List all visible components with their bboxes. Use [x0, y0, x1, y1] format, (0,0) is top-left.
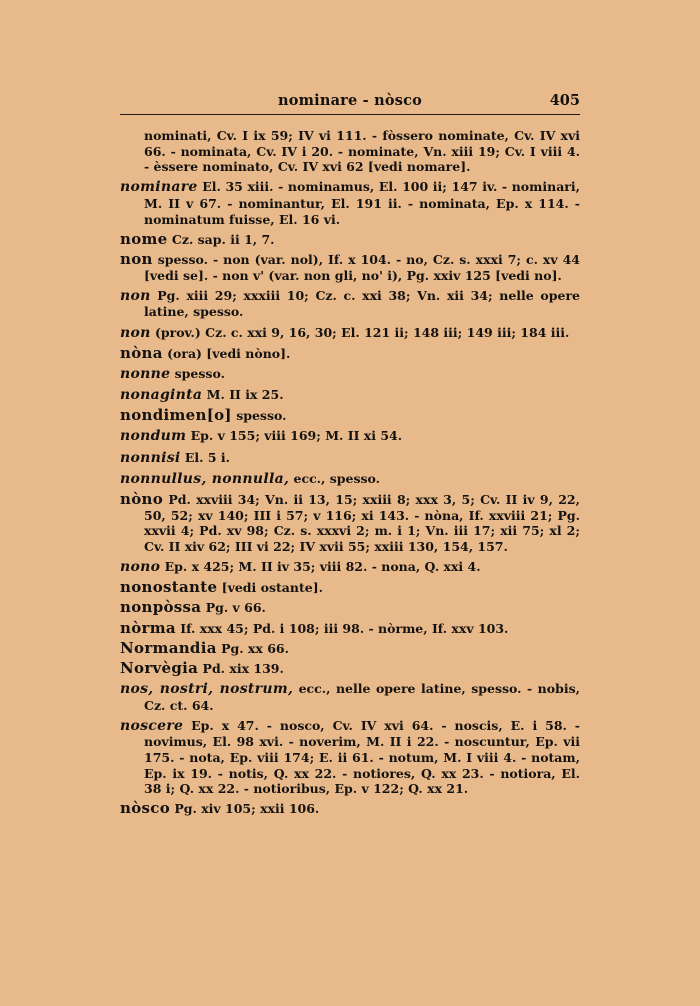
- entry-lemma: nondum: [120, 428, 187, 445]
- entry-body: El. 5 i.: [184, 449, 230, 465]
- entry-lemma: nos, nostri, nostrum,: [120, 681, 294, 698]
- dictionary-entry: [120, 325, 580, 342]
- entry-lemma: nonnisi: [120, 449, 181, 466]
- entry-body: [vedi ostante].: [221, 580, 323, 596]
- entry-lemma: non: [120, 324, 151, 341]
- page-header: [120, 92, 580, 114]
- dictionary-entry: [120, 249, 580, 283]
- entry-body: Pg. xiii 29; xxxiii 10; Cz. c. xxi 38; Vn. xii 34; nelle opere latine, spesso.: [144, 287, 580, 320]
- dictionary-entry: [120, 580, 580, 596]
- entry-body: Pd. xix 139.: [202, 660, 284, 676]
- entry-body: Ep. x 425; M. II iv 35; viii 82. - nona, Q. xxi 4.: [164, 558, 481, 574]
- entry-body: Ep. x 47. - nosco, Cv. IV xvi 64. - noscis, E. i 58. - novimus, El. 98 xvi. - noverim, M. II i 22. - noscuntur, Ep. vii 175. - nota, Ep. viii 174; E. ii 61. - notum, M. I viii 4. - notam, Ep. ix 19. - notis, Q. xx 22. - notiores, Q. xx 23. - notiora, El. 38 i; Q. xx 22. - notioribus, Ep. v 122; Q. xx 21.: [144, 717, 580, 797]
- dictionary-entry: [120, 387, 580, 404]
- entry-lemma: nonpòssa: [120, 598, 202, 617]
- entry-body: nominati, Cv. I ix 59; IV vi 111. - fòssero nominate, Cv. IV xvi 66. - nominata, Cv. IV i 20. - nominate, Vn. xiii 19; Cv. I viii 4. - èssere nominato, Cv. IV xvi 62 [vedi nomare].: [144, 128, 580, 175]
- dictionary-entry: [120, 559, 580, 576]
- dictionary-entry: [120, 718, 580, 797]
- dictionary-entry: [120, 638, 580, 657]
- dictionary-entry: [120, 492, 580, 554]
- entry-lemma: nonne: [120, 365, 171, 382]
- entry-lemma: nono: [120, 558, 161, 575]
- entry-body: ecc., spesso.: [293, 470, 381, 486]
- entry-body: (prov.) Cz. c. xxi 9, 16, 30; El. 121 ii; 148 iii; 149 iii; 184 iii.: [154, 324, 570, 340]
- entry-lemma: noscere: [120, 717, 184, 734]
- dictionary-entry: [120, 128, 580, 175]
- dictionary-entry: [120, 428, 580, 445]
- entry-body: Ep. v 155; viii 169; M. II xi 54.: [190, 428, 403, 444]
- entry-lemma: nome: [120, 229, 168, 248]
- entry-lemma: non: [120, 249, 153, 268]
- entry-lemma: Normandia: [120, 638, 217, 657]
- running-head: nominare - nòsco: [277, 92, 423, 109]
- entry-body: Cz. sap. ii 1, 7.: [171, 231, 275, 247]
- dictionary-entry: [120, 450, 580, 467]
- dictionary-entry: [120, 229, 580, 248]
- dictionary-entry: [120, 366, 580, 383]
- entry-body: Pd. xxviii 34; Vn. ii 13, 15; xxiii 8; xxx 3, 5; Cv. II iv 9, 22, 50, 52; xv 140; III i 57; v 116; xi 143. - nòna, If. xxviii 21; Pg. xxvii 4; Pd. xv 98; Cz. s. xxxvi 2; m. i 1; Vn. iii 17; xii 75; xl 2; Cv. II xiv 62; III vi 22; IV xvii 55; xxiii 130, 154, 157.: [144, 492, 580, 554]
- entry-body: spesso.: [174, 365, 225, 381]
- entry-body: (ora) [vedi nòno].: [167, 345, 291, 361]
- entry-lemma: nòno: [120, 490, 164, 508]
- entry-body: ecc., nelle opere latine, spesso. - nobis, Cz. ct. 64.: [144, 681, 580, 713]
- dictionary-entry: [120, 288, 580, 320]
- entry-lemma: nòrma: [120, 618, 176, 637]
- dictionary-entry: [120, 343, 580, 362]
- entry-lemma: nòsco: [120, 799, 170, 818]
- dictionary-entry: [120, 471, 580, 488]
- dictionary-entry: [120, 618, 580, 637]
- entry-lemma: nonostante: [120, 578, 218, 597]
- page-number: 405: [549, 92, 580, 109]
- entry-body: Pg. v 66.: [205, 600, 266, 616]
- entry-body: If. xxx 45; Pd. i 108; iii 98. - nòrme, If. xxv 103.: [180, 620, 509, 636]
- dictionary-entry: [120, 681, 580, 713]
- entry-lemma: nòna: [120, 343, 163, 362]
- header-rule: [120, 114, 580, 115]
- entry-lemma: nominare: [120, 179, 198, 196]
- entry-body: spesso.: [236, 408, 287, 424]
- dictionary-entries: [120, 128, 580, 822]
- dictionary-entry: [120, 658, 580, 677]
- entry-lemma: nondimen[o]: [120, 406, 232, 425]
- entry-body: M. II ix 25.: [206, 387, 284, 403]
- entry-lemma: nonnullus, nonnulla,: [120, 470, 290, 487]
- dictionary-entry: [120, 179, 580, 227]
- entry-body: spesso. - non (var. nol), If. x 104. - no, Cz. s. xxxi 7; c. xv 44 [vedi se]. - non v' (var. non gli, no' i), Pg. xxiv 125 [vedi no].: [144, 251, 580, 283]
- entry-body: Pg. xx 66.: [221, 640, 289, 656]
- entry-body: El. 35 xiii. - nominamus, El. 100 ii; 147 iv. - nominari, M. II v 67. - nominantur, El. 191 ii. - nominata, Ep. x 114. - nominatum fuisse, El. 16 vi.: [144, 179, 580, 227]
- entry-lemma: Norvègia: [120, 658, 199, 677]
- entry-body: Pg. xiv 105; xxii 106.: [174, 801, 320, 817]
- dictionary-entry: [120, 600, 580, 616]
- dictionary-entry: [120, 408, 580, 424]
- entry-lemma: nonaginta: [120, 387, 203, 404]
- dictionary-entry: [120, 801, 580, 817]
- entry-lemma: non: [120, 287, 151, 304]
